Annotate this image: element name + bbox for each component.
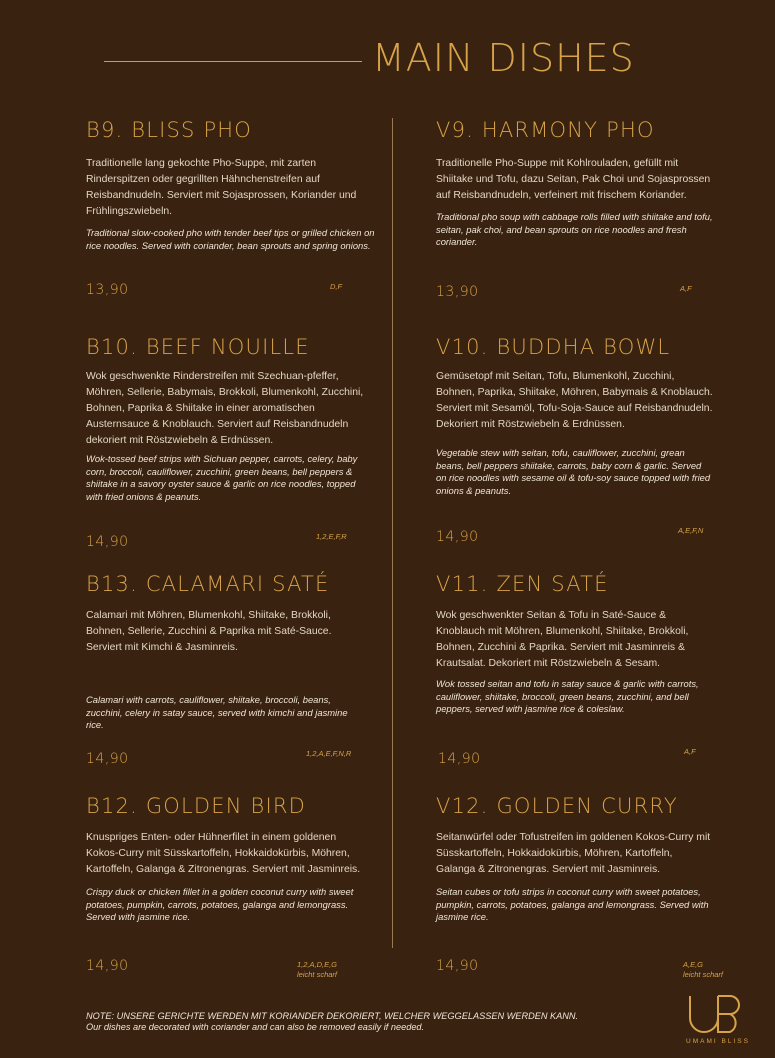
footer-note [86,1011,578,1033]
dish-description-de: Gemüsetopf mit Seitan, Tofu, Blumenkohl, Zucchini, Bohnen, Paprika, Shiitake, Möhren, Babymais & Knoblauch. Serviert mit Sesamöl, Tofu-Soja-Sauce auf Reisbandnudeln. Dekoriert mit Röstzwiebeln & Erdnüssen. [436,371,713,430]
dish-description-en: Vegetable stew with seitan, tofu, cauliflower, zucchini, grean beans, bell peppers shiitake, carrots, baby corn & garlic. Served on rice noodles with sesame oil & tofu-soy sauce topped with fried onions & peanuts. [436,447,711,496]
dish-description-de: Wok geschwenkter Seitan & Tofu in Saté-Sauce & Knoblauch mit Möhren, Blumenkohl, Shiitake, Brokkoli, Bohnen, Zucchini & Paprika. Serviert mit Jasminreis & Krautsalat. Dekoriert mit Röstzwiebeln & Sesam. [436,610,689,669]
dish-b10 [86,335,366,503]
page-title: MAIN DISHES [372,36,635,80]
spice-level: leicht scharf [683,970,724,979]
dish-description-en: Seitan cubes or tofu strips in coconut curry with sweet potatoes, pumpkin, carrots, potatoes, galanga and lemongrass. Served with jasmine rice. [436,886,709,923]
dish-price: 14,90 [86,958,129,974]
spice-level: leicht scharf [297,970,338,979]
dish-description-de: Calamari mit Möhren, Blumenkohl, Shiitake, Brokkoli, Bohnen, Sellerie, Zucchini & Paprika mit Saté-Sauce. Serviert mit Kimchi & Jasminreis. [86,610,332,653]
dish-allergens: A,F [684,747,696,756]
dish-description-de: Wok geschwenkte Rinderstreifen mit Szechuan-pfeffer, Möhren, Sellerie, Babymais, Brokkoli, Blumenkohl, Zucchini, Bohnen, Paprika & Shiitake in einer aromatischen Austernsauce & Knoblauch. Serviert auf Reisbandnudeln dekoriert mit Röstzwiebeln & Erdnüssen. [86,371,364,446]
dish-b12 [86,794,371,924]
dish-description-en: Traditional slow-cooked pho with tender beef tips or grilled chicken on rice noodles. Served with coriander, bean sprouts and spring onions. [86,227,375,251]
dish-price: 14,90 [436,958,479,974]
dish-allergens: A,F [680,284,692,293]
dish-v10 [436,335,714,497]
dish-v12 [436,794,711,924]
brand-name: UMAMI BLISS [686,1038,750,1045]
footer-note-de: NOTE: UNSERE GERICHTE WERDEN MIT KORIANDER DEKORIERT, WELCHER WEGGELASSEN WERDEN KANN. [86,1011,579,1021]
dish-b9 [86,118,376,252]
allergen-codes: 1,2,A,D,E,G [297,960,338,969]
dish-description-en: Traditional pho soup with cabbage rolls filled with shiitake and tofu, seitan, pak choi, and bean sprouts on rice noodles and fresh coriander. [436,211,713,248]
dish-title: V12. GOLDEN CURRY [436,794,678,818]
dish-b13-english [86,694,366,732]
dish-allergens [297,960,337,980]
dish-title: B12. GOLDEN BIRD [86,794,307,818]
dish-allergens: 1,2,A,E,F,N,R [306,749,352,758]
dish-description-de: Traditionelle Pho-Suppe mit Kohlrouladen, gefüllt mit Shiitake und Tofu, dazu Seitan, Pak Choi und Sojasprossen auf Reisbandnudeln, verfeinert mit frischem Koriander. [436,158,711,201]
allergen-codes: A,E,G [683,960,704,969]
column-divider [392,118,393,948]
dish-price: 14,90 [438,751,481,767]
dish-price: 14,90 [436,529,479,545]
dish-description-en: Calamari with carrots, cauliflower, shiitake, broccoli, beans, zucchini, celery in satay sauce, served with kimchi and jasmine rice. [86,694,348,731]
dish-description-de: Traditionelle lang gekochte Pho-Suppe, mit zarten Rinderspitzen oder gegrillten Hähnchenstreifen auf Reisbandnudeln. Serviert mit Sojasprossen, Koriander und Frühlingszwiebeln. [86,158,357,217]
dish-title: B10. BEEF NOUILLE [86,335,310,359]
dish-price: 14,90 [86,751,129,767]
dish-b13 [86,572,366,656]
footer-note-en: Our dishes are decorated with coriander and can also be removed easily if needed. [86,1022,425,1032]
dish-allergens: D,F [330,282,343,291]
dish-allergens: 1,2,E,F,R [316,532,347,541]
header-rule [104,61,362,62]
dish-description-en: Wok-tossed beef strips with Sichuan pepper, carrots, celery, baby corn, broccoli, cauliflower, zucchini, green beans, bell peppers & shiitake in a savory oyster sauce & garlic on rice noodles, topped with fried onions & peanuts. [86,453,358,502]
ub-monogram-logo [686,994,750,1034]
brand-logo [683,994,753,1045]
dish-allergens [683,960,723,980]
dish-v11 [436,572,706,716]
dish-allergens: A,E,F,N [678,526,704,535]
dish-price: 13,90 [86,282,129,298]
dish-title: V10. BUDDHA BOWL [436,335,671,359]
dish-price: 14,90 [86,534,129,550]
dish-description-de: Seitanwürfel oder Tofustreifen im goldenen Kokos-Curry mit Süsskartoffeln, Hokkaidokürbis, Möhren, Kartoffeln, Galanga & Zitronengras. Serviert mit Jasminreis. [436,832,711,875]
dish-description-en: Crispy duck or chicken fillet in a golden coconut curry with sweet potatoes, pumpkin, carrots, potatoes, galanga and lemongrass. Served with jasmine rice. [86,886,354,923]
dish-title: B13. CALAMARI SATÉ [86,572,330,596]
dish-v9 [436,118,716,249]
dish-price: 13,90 [436,284,479,300]
dish-title: V9. HARMONY PHO [436,118,655,142]
dish-description-en: Wok tossed seitan and tofu in satay sauce & garlic with carrots, cauliflower, shiitake, broccoli, green beans, zucchini, and bell peppers, served with jasmine rice & coleslaw. [436,678,699,715]
dish-description-de: Knuspriges Enten- oder Hühnerfilet in einem goldenen Kokos-Curry mit Süsskartoffeln, Hokkaidokürbis, Möhren, Kartoffeln, Galanga & Zitronengras. Serviert mit Jasminreis. [86,832,361,875]
dish-title: V11. ZEN SATÉ [436,572,609,596]
dish-title: B9. BLISS PHO [86,118,253,142]
